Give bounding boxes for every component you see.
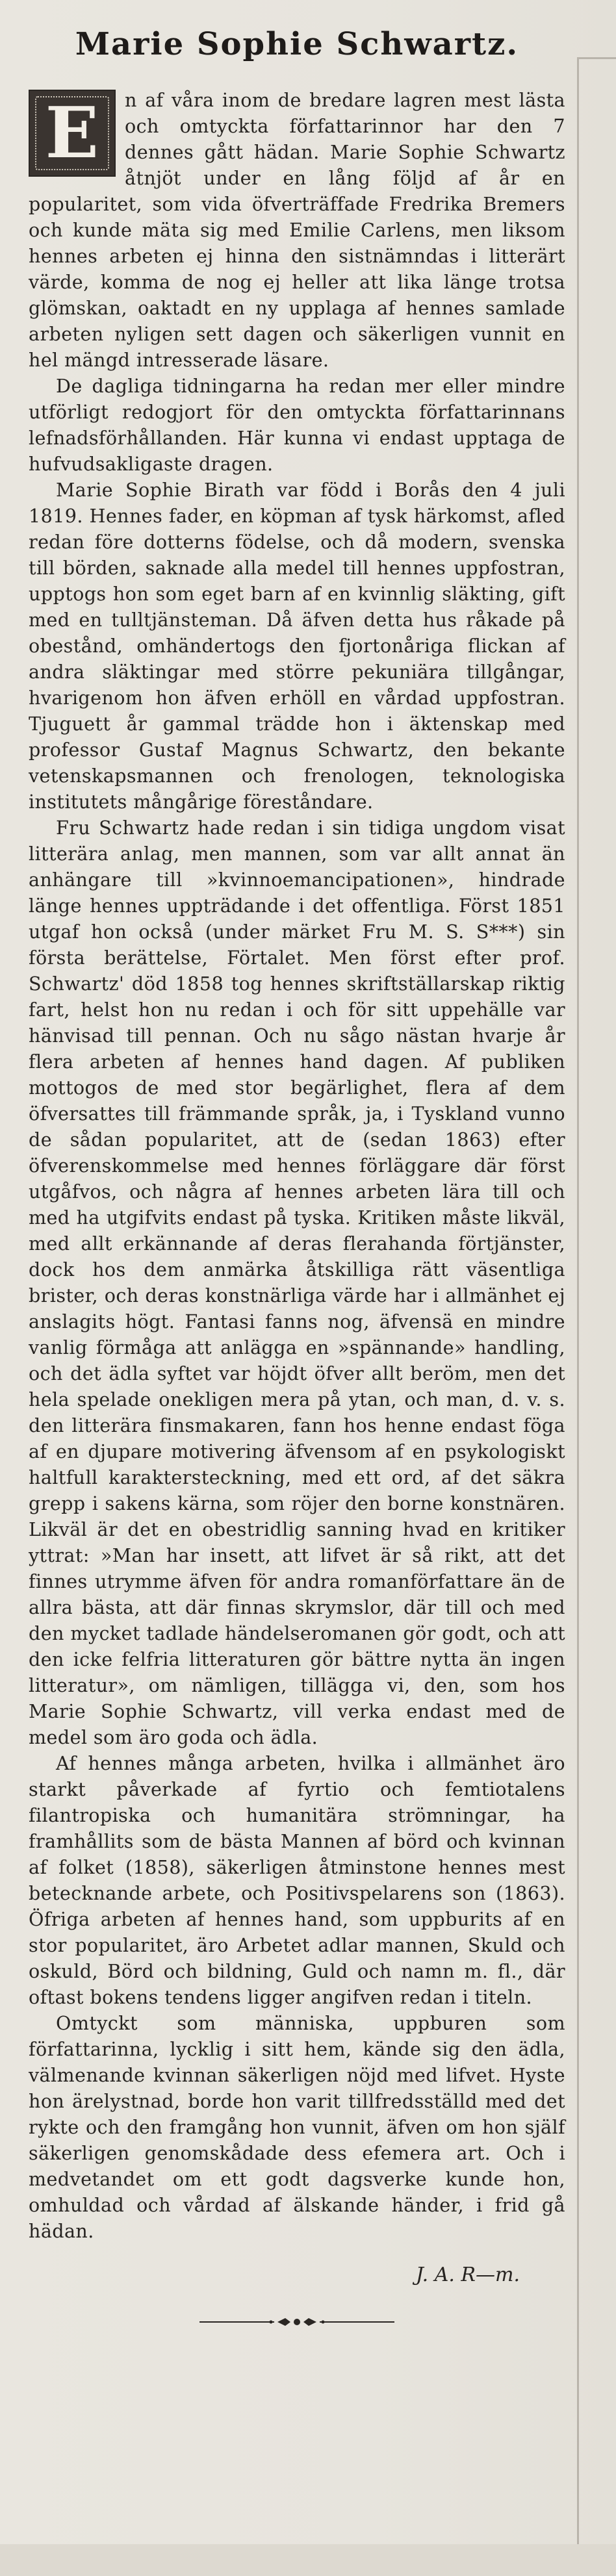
tailpiece-ornament <box>29 2315 565 2328</box>
paragraph-1-text: n af våra inom de bredare lagren mest lästa och omtyckta författarinnor har den 7 dennes gått hädan. Marie Sophie Schwartz åtnjöt under en lång följd af år en popularitet, som vida öfverträffade Fredrika Bremers och kunde mäta sig med Emilie Carlens, men liksom hennes arbeten ej hinna den sistnämndas i litterärt värde, komma de nog ej heller att lika länge trotsa glömskan, oaktadt en ny upplaga af hennes samlade arbeten nyligen sett dagen och säkerligen vunnit en hel mängd intresserade läsare. <box>29 89 565 371</box>
paragraph-6: Omtyckt som människa, uppburen som författarinna, lycklig i sitt hem, kände sig den ädla, välmenande kvinnan säkerligen nöjd med lifvet. Hyste hon ärelystnad, borde hon varit tillfredsställd med det rykte och den framgång hon vunnit, äfven om hon själf säkerligen genomskådade dess efemera art. Och i medvetandet om ett godt dagsverke kunde hon, omhuldad och vårdad af älskande händer, i frid gå hädan. <box>29 2012 565 2242</box>
column-divider <box>577 57 579 2576</box>
author-signature: J. A. R—m. <box>415 2264 520 2286</box>
article-body <box>29 87 565 2244</box>
initial-ornament <box>35 92 109 174</box>
paragraph-2: De dagliga tidningarna ha redan mer eller mindre utförligt redogjort för den omtyckta författarinnans lefnadsförhållanden. Här kunna vi endast upptaga de hufvudsakligaste dragen. <box>29 375 565 475</box>
initial-letter: E <box>45 92 99 174</box>
decorated-initial <box>29 90 116 177</box>
bottom-margin <box>0 2544 616 2576</box>
article <box>29 26 565 2328</box>
paragraph-1 <box>29 87 565 373</box>
article-title: Marie Sophie Schwartz. <box>75 26 519 62</box>
column-divider-top <box>577 57 616 59</box>
tailpiece-ornament-icon <box>199 2315 394 2328</box>
paragraph-4: Fru Schwartz hade redan i sin tidiga ungdom visat litterära anlag, men mannen, som var allt annat än anhängare till »kvinnoemancipationen», hindrade länge hennes uppträdande i det offentliga. Först 1851 utgaf hon också (under märket Fru M. S. S***) sin första berättelse, Förtalet. Men först efter prof. Schwartz' död 1858 tog hennes skriftställarskap riktig fart, helst hon nu redan i och för sitt uppehälle var hänvisad till pennan. Och nu sågo nästan hvarje år flera arbeten af hennes hand dagen. Af publiken mottogos de med stor begärlighet, flera af dem öfversattes till främmande språk, ja, i Tyskland vunno de sådan popularitet, att de (sedan 1863) efter öfverenskommelse med hennes förläggare där först utgåfvos, och några af hennes arbeten lära till och med ha utgifvits endast på tyska. Kritiken måste likväl, med allt erkännande af deras flerahanda förtjänster, dock hos dem anmärka åtskilliga rätt väsentliga brister, och deras konstnärliga värde har i allmänhet ej anslagits högt. Fantasi fanns nog, äfvensä en mindre vanlig förmåga att anlägga en »spännande» handling, och det ädla syftet var höjdt öfver allt beröm, men det hela spelade onekligen mera på ytan, och man, d. v. s. den litterära finsmakaren, fann hos henne endast föga af en djupare motivering äfvensom af en psykologiskt haltfull karaktersteckning, med ett ord, af det säkra grepp i sakens kärna, som röjer den borne konstnären. Likväl är det en obestridlig sanning hvad en kritiker yttrat: »Man har insett, att lifvet är så rikt, att det finnes utrymme äfven för andra romanförfattare än de allra bästa, att där finnas skrymslor, där till och med den mycket tadlade händelseromanen gör godt, och att den icke felfria litteraturen gör bättre nytta än ingen litteratur», om nämligen, tillägga vi, den, som hos Marie Sophie Schwartz, vill verka endast med de medel som äro goda och ädla. <box>29 817 565 1748</box>
paragraph-5: Af hennes många arbeten, hvilka i allmänhet äro starkt påverkade af fyrtio och femtiotalens filantropiska och humanitära strömningar, ha framhållits som de bästa Mannen af börd och kvinnan af folket (1858), säkerligen åtminstone hennes mest betecknande arbete, och Positivspelarens son (1863). Öfriga arbeten af hennes hand, som uppburits af en stor popularitet, äro Arbetet adlar mannen, Skuld och oskuld, Börd och bildning, Guld och namn m. fl., där oftast bokens tendens ligger angifven redan i titeln. <box>29 1752 565 2008</box>
paragraph-3: Marie Sophie Birath var född i Borås den 4 juli 1819. Hennes fader, en köpman af tysk härkomst, afled redan före dotterns födelse, och då modern, svenska till börden, saknade alla medel till hennes uppfostran, upptogs hon som eget barn af en kvinnlig släkting, gift med en tulltjänsteman. Då äfven detta hus råkade på obestånd, omhändertogs den fjortonåriga flickan af andra släktingar med större pekuniära tillgångar, hvarigenom hon äfven erhöll en vårdad uppfostran. Tjuguett år gammal trädde hon i äktenskap med professor Gustaf Magnus Schwartz, den bekante vetenskapsmannen och frenologen, teknologiska institutets mångårige föreståndare. <box>29 479 565 813</box>
